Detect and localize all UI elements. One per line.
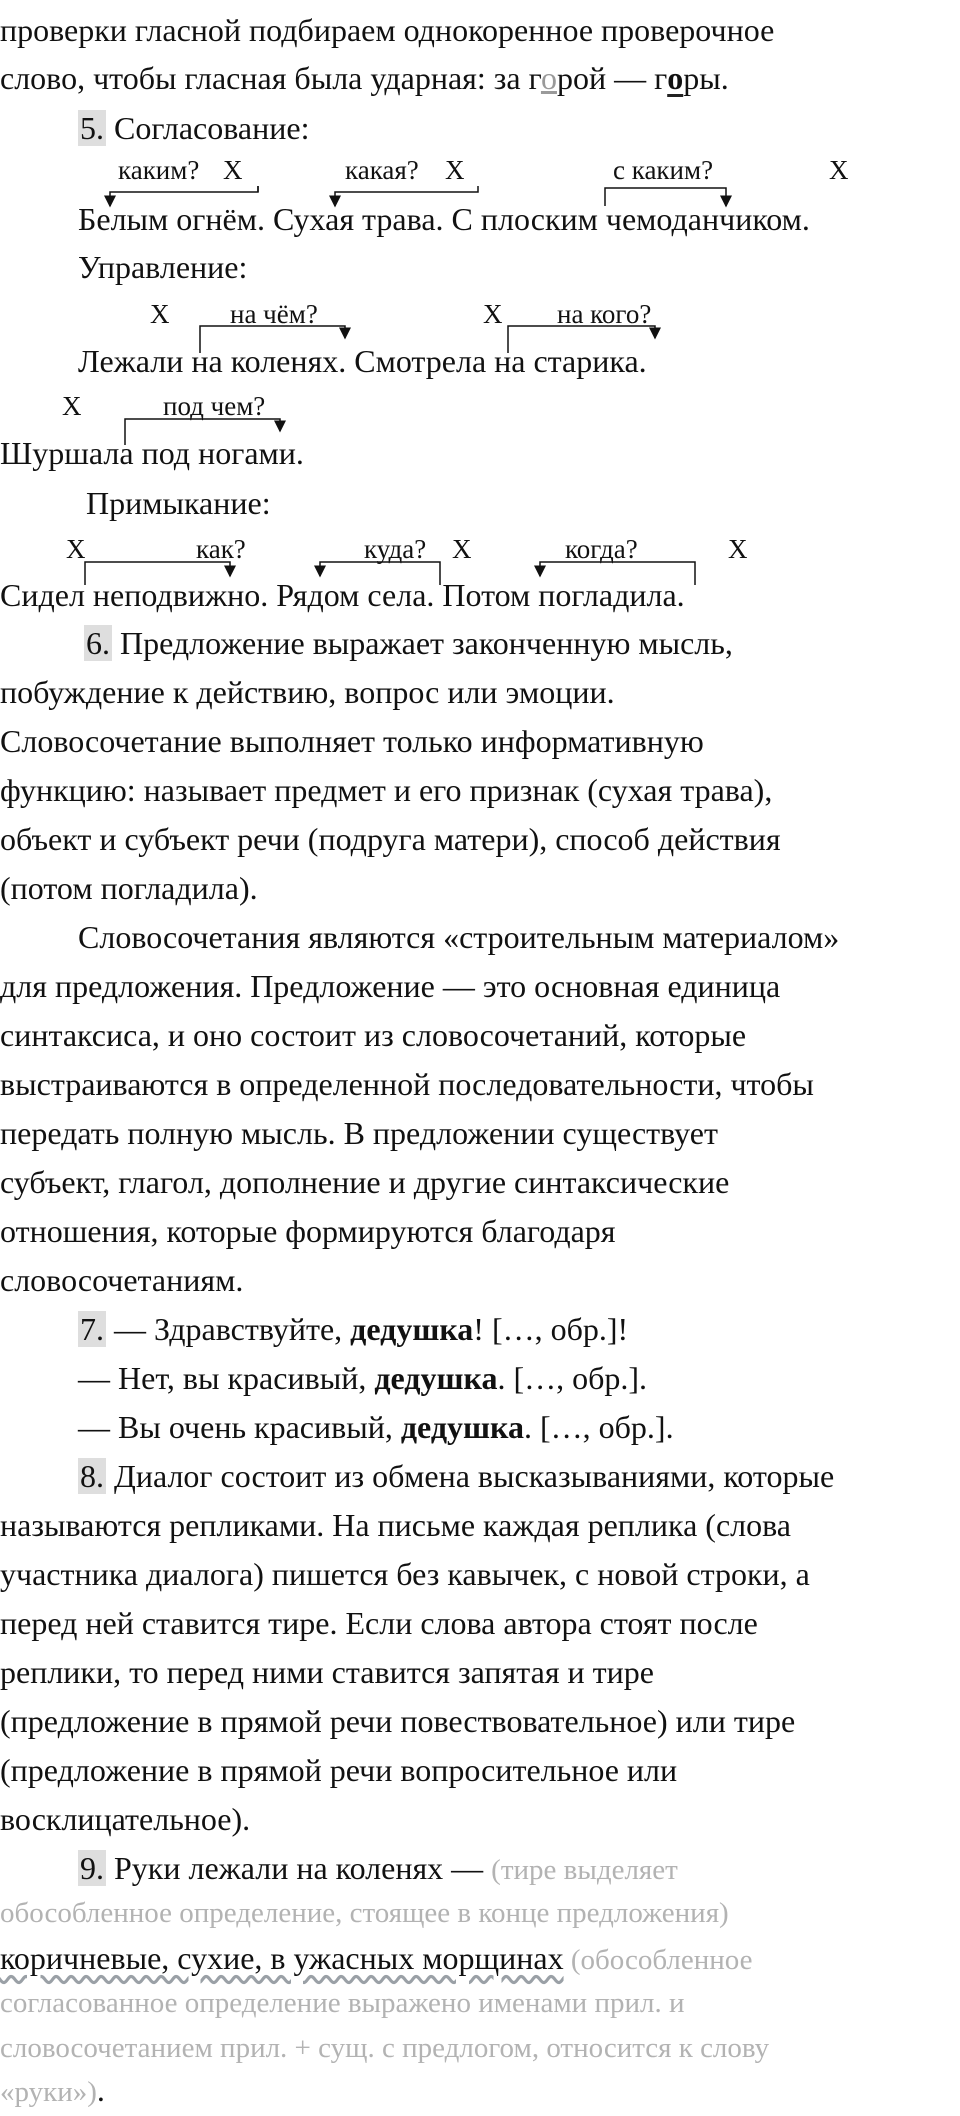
text-line <box>78 1844 678 1892</box>
text-part: ! […, обр.]! <box>473 1311 629 1347</box>
text-line: Словосочетания являются «строительным материалом» <box>78 919 840 955</box>
text-line: (предложение в прямой речи повествовательное) или тире <box>0 1703 796 1739</box>
text-part: — Нет, вы красивый, <box>78 1360 375 1396</box>
text-line <box>0 1934 752 1982</box>
question-label: каким? <box>118 155 200 185</box>
text-line: субъект, глагол, дополнение и другие синтаксические <box>0 1164 730 1200</box>
x-mark: X <box>728 534 748 564</box>
item-number: 5. <box>80 110 104 146</box>
text-line: Словосочетание выполняет только информативную <box>0 723 704 759</box>
comment-text: (обособленное <box>563 1944 753 1976</box>
text-line: (потом погладила). <box>0 870 258 906</box>
text-line: функцию: называет предмет и его признак (сухая трава), <box>0 772 773 808</box>
x-mark: X <box>829 155 849 185</box>
dialog-line <box>78 1305 628 1353</box>
example-sentence: Сидел неподвижно. Рядом села. Потом погладила. <box>0 577 685 613</box>
question-label: с каким? <box>613 155 714 185</box>
question-label: на чём? <box>230 299 318 329</box>
text-part: . <box>96 2072 105 2108</box>
text-part: — Вы очень красивый, <box>78 1409 401 1445</box>
text-line <box>78 1452 834 1500</box>
question-label: куда? <box>364 534 427 564</box>
comment-text: (тире выделяет <box>491 1854 678 1886</box>
question-label: когда? <box>565 534 638 564</box>
underlined-definition: коричневые, сухие, в ужасных морщинах <box>0 1940 564 1976</box>
text-part: Диалог состоит из обмена высказываниями, которые <box>114 1458 835 1494</box>
section-heading <box>78 104 309 152</box>
text-part: Предложение выражает законченную мысль, <box>120 625 733 661</box>
address-word: дедушка <box>350 1311 474 1347</box>
example-sentence: Шуршала под ногами. <box>0 435 304 471</box>
x-mark: X <box>150 299 170 329</box>
example-sentence: Белым огнём. Сухая трава. С плоским чемоданчиком. <box>78 201 810 237</box>
comment-text: словосочетанием прил. + сущ. с предлогом, относится к слову <box>0 2032 770 2064</box>
question-label: на кого? <box>557 299 652 329</box>
text-part: . […, обр.]. <box>497 1360 648 1396</box>
comment-text: «руки») <box>0 2076 97 2108</box>
text-part: ры. <box>683 60 729 96</box>
text-line: для предложения. Предложение — это основная единица <box>0 968 781 1004</box>
text-part: — Здравствуйте, <box>114 1311 351 1347</box>
item-number: 9. <box>80 1850 104 1886</box>
text-line: проверки гласной подбираем однокоренное проверочное <box>0 12 775 48</box>
text-line: синтаксиса, и оно состоит из словосочетаний, которые <box>0 1017 747 1053</box>
section-heading: Примыкание: <box>86 485 271 521</box>
text-line: называются репликами. На письме каждая реплика (слова <box>0 1507 791 1543</box>
text-line <box>84 619 733 667</box>
dialog-line <box>78 1354 647 1402</box>
question-label: как? <box>196 534 246 564</box>
x-mark: X <box>452 534 472 564</box>
text-line: объект и субъект речи (подруга матери), способ действия <box>0 821 781 857</box>
heading-text: Согласование: <box>114 110 310 146</box>
section-heading: Управление: <box>78 249 248 285</box>
text-line: участника диалога) пишется без кавычек, с новой строки, а <box>0 1556 810 1592</box>
text-line: перед ней ставится тире. Если слова автора стоят после <box>0 1605 758 1641</box>
question-label: под чем? <box>163 391 266 421</box>
stressed-vowel: о <box>667 60 684 96</box>
text-line <box>0 2066 105 2114</box>
text-part: Руки лежали на коленях — <box>114 1850 492 1886</box>
item-number: 6. <box>86 625 110 661</box>
dialog-line <box>78 1403 674 1451</box>
x-mark: X <box>483 299 503 329</box>
item-number: 7. <box>80 1311 104 1347</box>
comment-text: согласованное определение выражено именами прил. и <box>0 1987 685 2019</box>
text-line: выстраиваются в определенной последовательности, чтобы <box>0 1066 814 1102</box>
text-line: словосочетаниям. <box>0 1262 244 1298</box>
text-line: восклицательное). <box>0 1801 251 1837</box>
text-line <box>0 54 729 102</box>
x-mark: X <box>445 155 465 185</box>
text-part: слово, чтобы гласная была ударная: за г <box>0 60 541 96</box>
x-mark: X <box>62 391 82 421</box>
text-line: реплики, то перед ними ставится запятая и тире <box>0 1654 654 1690</box>
text-line: побуждение к действию, вопрос или эмоции. <box>0 674 615 710</box>
text-line: передать полную мысль. В предложении существует <box>0 1115 718 1151</box>
item-number: 8. <box>80 1458 104 1494</box>
question-label: какая? <box>345 155 419 185</box>
example-sentence: Лежали на коленях. Смотрела на старика. <box>78 343 647 379</box>
x-mark: X <box>66 534 86 564</box>
comment-text: обособленное определение, стоящее в конце предложения) <box>0 1897 729 1929</box>
text-part: рой — г <box>556 60 668 96</box>
text-line: (предложение в прямой речи вопросительное или <box>0 1752 678 1788</box>
address-word: дедушка <box>374 1360 498 1396</box>
stressed-vowel: о <box>540 60 557 96</box>
address-word: дедушка <box>400 1409 524 1445</box>
text-line: отношения, которые формируются благодаря <box>0 1213 616 1249</box>
x-mark: X <box>223 155 243 185</box>
text-part: . […, обр.]. <box>523 1409 674 1445</box>
